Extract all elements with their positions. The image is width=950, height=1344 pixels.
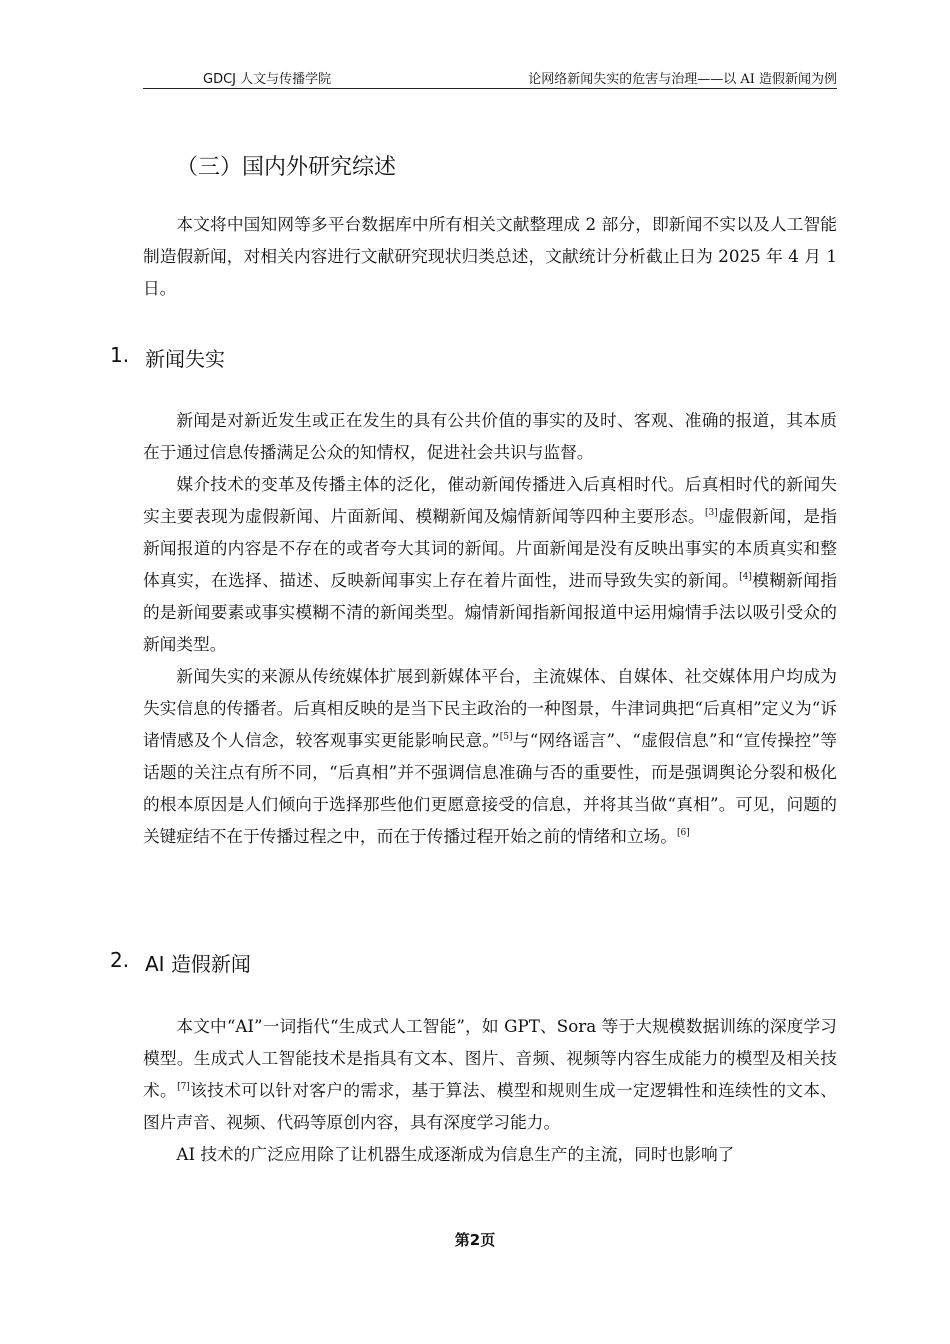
- header-paper-title: 论网络新闻失实的危害与治理——以 AI 造假新闻为例: [528, 72, 837, 87]
- paragraph: AI 技术的广泛应用除了让机器生成逐渐成为信息生产的主流，同时也影响了: [176, 1144, 735, 1164]
- citation: [6]: [677, 828, 690, 838]
- paragraph: 媒介技术的变革及传播主体的泛化，催动新闻传播进入后真相时代。后真相时代的新闻失实主要表现为虚假新闻、片面新闻、模糊新闻及煽情新闻等四种主要形态。[3]虚假新闻，是指新闻报道的内容是不存在的或者夸大其词的新闻。片面新闻是没有反映出事实的本质真实和整体真实，在选择、描述、反映新闻事实上存在着片面性，进而导致失实的新闻。[4]模糊新闻指的是新闻要素或事实模糊不清的新闻类型。煽情新闻指新闻报道中运用煽情手法以吸引受众的新闻类型。: [143, 474, 837, 654]
- intro-paragraph: 本文将中国知网等多平台数据库中所有相关文献整理成 2 部分，即新闻不实以及人工智能制造假新闻，对相关内容进行文献研究现状归类总述，文献统计分析截止日为 2025 年 4 月 1 日。: [143, 214, 837, 298]
- section-2-body: [143, 1010, 837, 1170]
- page-header: [143, 66, 837, 89]
- intro-block: [143, 208, 837, 304]
- paragraph: 新闻失实的来源从传统媒体扩展到新媒体平台，主流媒体、自媒体、社交媒体用户均成为失实信息的传播者。后真相反映的是当下民主政治的一种图景，牛津词典把“后真相”定义为“诉诸情感及个人信念，较客观事实更能影响民意。”[5]与“网络谣言”、“虚假信息”和“宣传操控”等话题的关注点有所不同，“后真相”并不强调信息准确与否的重要性，而是强调舆论分裂和极化的根本原因是人们倾向于选择那些他们更愿意接受的信息，并将其当做“真相”。可见，问题的关键症结不在于传播过程之中，而在于传播过程开始之前的情绪和立场。[6]: [143, 666, 838, 846]
- paragraph: 新闻是对新近发生或正在发生的具有公共价值的事实的及时、客观、准确的报道，其本质在于通过信息传播满足公众的知情权，促进社会共识与监督。: [143, 410, 837, 462]
- paragraph: 本文中“AI”一词指代“生成式人工智能”，如 GPT、Sora 等于大规模数据训练的深度学习模型。生成式人工智能技术是指具有文本、图片、音频、视频等内容生成能力的模型及相关技术。[7]该技术可以针对客户的需求，基于算法、模型和规则生成一定逻辑性和连续性的文本、图片声音、视频、代码等原创内容，具有深度学习能力。: [143, 1016, 837, 1132]
- subheading-1-number: 1.: [110, 343, 130, 367]
- citation: [5]: [499, 732, 513, 742]
- subheading-1-title: 新闻失实: [145, 347, 225, 371]
- subheading-2-number: 2.: [110, 948, 130, 972]
- header-institution: GDCJ 人文与传播学院: [203, 72, 332, 87]
- subheading-2-title: AI 造假新闻: [145, 952, 251, 976]
- citation: [4]: [739, 572, 752, 582]
- section-heading: （三）国内外研究综述: [176, 155, 397, 180]
- citation: [3]: [705, 508, 718, 518]
- page-number: 第2页: [454, 1231, 496, 1249]
- citation: [7]: [177, 1082, 190, 1092]
- section-1-body: [143, 404, 837, 852]
